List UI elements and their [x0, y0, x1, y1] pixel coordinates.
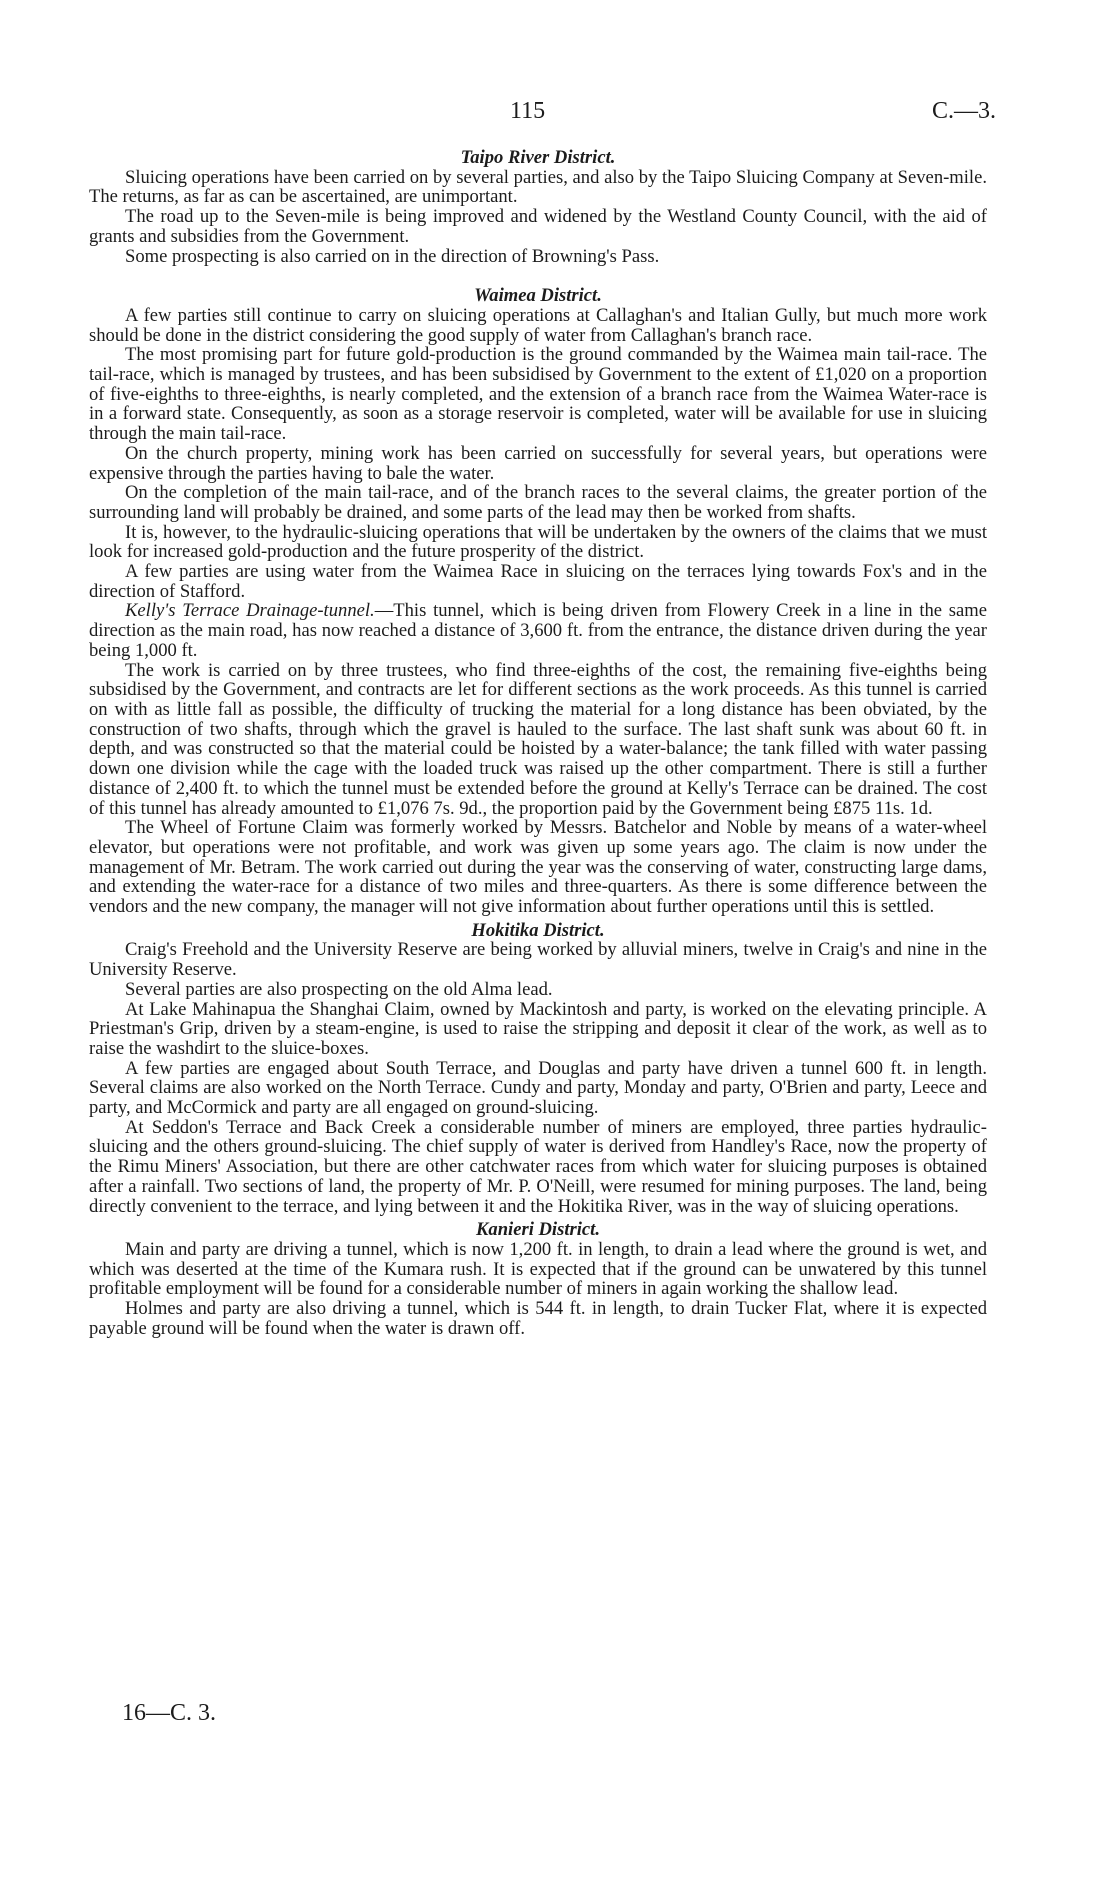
section-heading: Kanieri District. [476, 1219, 600, 1241]
page-body [89, 148, 987, 1338]
section-kanieri [89, 1220, 987, 1338]
paragraph: The Wheel of Fortune Claim was formerly worked by Messrs. Batchelor and Noble by means of a water-wheel elevator, but operations were not profitable, and work was given up some years ago. The claim is now under the management of Mr. Betram. The work carried out during the year was the conserving of water, constructing large dams, and extending the water-race for a distance of two miles and three-quarters. As there is some difference between the vendors and the new company, the manager will not give information about further operations until this is settled. [89, 817, 987, 918]
signature-mark: 16—C. 3. [122, 1700, 217, 1726]
paragraph: At Seddon's Terrace and Back Creek a considerable number of miners are employed, three parties hydraulic-sluicing and the others ground-sluicing. The chief supply of water is derived from Handley's Race, now the property of the Rimu Miners' Association, but there are other catchwater races from which water for sluicing purposes is obtained after a rainfall. Two sections of land, the property of Mr. P. O'Neill, were resumed for mining purposes. The land, being directly convenient to the terrace, and lying between it and the Hokitika River, was in the way of sluicing operations. [89, 1116, 987, 1217]
paragraph: The road up to the Seven-mile is being improved and widened by the Westland County Council, with the aid of grants and subsidies from the Government. [89, 206, 987, 247]
section-heading: Hokitika District. [471, 919, 605, 941]
paragraph-lead: Kelly's Terrace Drainage-tunnel. [125, 600, 375, 622]
section-waimea [89, 286, 987, 917]
paragraph: Main and party are driving a tunnel, which is now 1,200 ft. in length, to drain a lead where the ground is wet, and which was deserted at the time of the Kumara rush. It is expected that if the ground can be unwatered by this tunnel profitable employment will be found for a considerable number of miners in again working the shallow lead. [89, 1238, 987, 1300]
paragraph-text: —This tunnel, which is being driven from Flowery Creek in a line in the same direction as the main road, has now reached a distance of 3,600 ft. from the entrance, the distance driven during the year being 1,000 ft. [89, 600, 987, 661]
paragraph: At Lake Mahinapua the Shanghai Claim, owned by Mackintosh and party, is worked on the elevating principle. A Priestman's Grip, driven by a steam-engine, is used to raise the stripping and deposit it clear of the work, as well as to raise the washdirt to the sluice-boxes. [89, 998, 987, 1059]
page-number: 115 [510, 98, 546, 124]
document-reference: C.—3. [931, 98, 996, 124]
paragraph: On the church property, mining work has been carried on successfully for several years, but operations were expensive through the parties having to bale the water. [89, 442, 987, 484]
paragraph: It is, however, to the hydraulic-sluicing operations that will be undertaken by the owners of the claims that we must look for increased gold-production and the future prosperity of the district. [89, 521, 987, 563]
paragraph: The work is carried on by three trustees, who find three-eighths of the cost, the remaining five-eighths being subsidised by the Government, and contracts are let for different sections as the work proceeds. As this tunnel is carried on with as little fall as possible, the difficulty of trucking the material for a long distance has been obviated, by the construction of two shafts, through which the gravel is hauled to the surface. The last shaft sunk was about 60 ft. in depth, and was constructed so that the material could be hoisted by a water-balance; the tank filled with water passing down one division while the cage with the loaded truck was raised up the other compartment. There is still a further distance of 2,400 ft. to which the tunnel must be extended before the ground at Kelly's Terrace can be drained. The cost of this tunnel has already amounted to £1,076 7s. 9d., the proportion paid by the Government being £875 11s. 1d. [89, 659, 987, 819]
paragraph: Holmes and party are also driving a tunnel, which is 544 ft. in length, to drain Tucker Flat, where it is expected payable ground will be found when the water is drawn off. [89, 1298, 987, 1339]
paragraph: A few parties are using water from the Waimea Race in sluicing on the terraces lying towards Fox's and in the direction of Stafford. [89, 561, 987, 602]
section-taipo [89, 148, 987, 266]
section-heading: Taipo River District. [460, 147, 616, 168]
paragraph: A few parties still continue to carry on sluicing operations at Callaghan's and Italian Gully, but much more work should be done in the district considering the good supply of water from Callaghan's branch race. [89, 304, 987, 346]
paragraph [89, 601, 987, 660]
section-hokitika [89, 921, 987, 1217]
page-header [0, 98, 1114, 128]
paragraph: The most promising part for future gold-production is the ground commanded by the Waimea main tail-race. The tail-race, which is managed by trustees, and has been subsidised by Government to the extent of £1,020 on a proportion of five-eighths to three-eighths, is nearly completed, and the extension of a branch race from the Waimea Water-race is in a forward state. Consequently, as soon as a storage reservoir is completed, water will be available for use in sluicing through the main tail-race. [89, 344, 987, 445]
paragraph: Several parties are also prospecting on the old Alma lead. [125, 978, 553, 1000]
paragraph: Sluicing operations have been carried on by several parties, and also by the Taipo Sluicing Company at Seven-mile. The returns, as far as can be ascertained, are unimportant. [89, 166, 987, 208]
section-heading: Waimea District. [474, 285, 602, 307]
paragraph: A few parties are engaged about South Terrace, and Douglas and party have driven a tunnel 600 ft. in length. Several claims are also worked on the North Terrace. Cundy and party, Monday and party, O'Brien and party, Leece and party, and McCormick and party are all engaged on ground-sluicing. [89, 1057, 987, 1119]
paragraph: Craig's Freehold and the University Reserve are being worked by alluvial miners, twelve in Craig's and nine in the University Reserve. [89, 939, 987, 981]
paragraph: Some prospecting is also carried on in the direction of Browning's Pass. [125, 245, 660, 267]
paragraph: On the completion of the main tail-race, and of the branch races to the several claims, the greater portion of the surrounding land will probably be drained, and some parts of the lead may then be worked from shafts. [89, 482, 987, 523]
